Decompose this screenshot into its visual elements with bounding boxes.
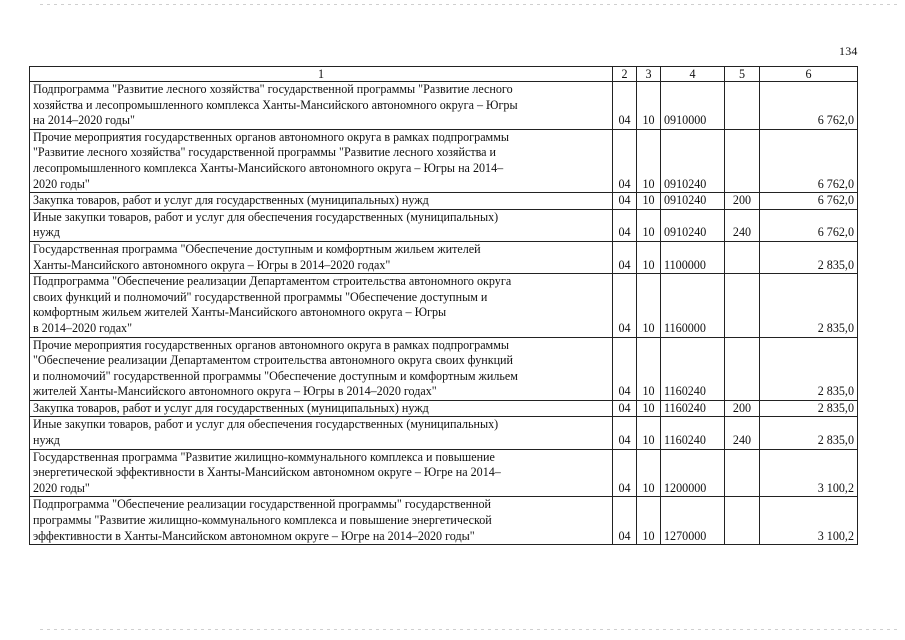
section-code: 04	[613, 337, 637, 400]
description-line: комфортным жильем жителей Ханты-Мансийского автономного округа – Югры	[33, 305, 447, 320]
expense-type-code	[725, 337, 760, 400]
expense-type-code: 240	[725, 209, 760, 241]
subsection-code: 10	[637, 274, 661, 337]
table-body	[30, 82, 858, 545]
description-line: нужд	[33, 433, 60, 448]
expense-type-code	[725, 449, 760, 497]
description-line: Прочие мероприятия государственных органов автономного округа в рамках подпрограммы	[33, 129, 509, 144]
table-row	[30, 274, 858, 337]
row-description	[30, 497, 613, 545]
header-col-5: 5	[725, 67, 760, 82]
table-row	[30, 129, 858, 192]
header-col-6: 6	[760, 67, 858, 82]
description-line: Закупка товаров, работ и услуг для государственных (муниципальных) нужд	[33, 400, 429, 415]
row-description	[30, 337, 613, 400]
subsection-code: 10	[637, 193, 661, 210]
description-line: Прочие мероприятия государственных органов автономного округа в рамках подпрограммы	[33, 337, 509, 352]
header-col-2: 2	[613, 67, 637, 82]
subsection-code: 10	[637, 209, 661, 241]
amount: 6 762,0	[760, 129, 858, 192]
description-line: программы "Развитие жилищно-коммунального комплекса и повышение энергетической	[33, 513, 492, 528]
amount: 2 835,0	[760, 417, 858, 449]
row-description	[30, 209, 613, 241]
amount: 3 100,2	[760, 497, 858, 545]
expense-type-code: 200	[725, 400, 760, 417]
table-row	[30, 400, 858, 417]
table-row	[30, 241, 858, 273]
description-line: 2020 годы"	[33, 176, 90, 191]
description-line: Подпрограмма "Развитие лесного хозяйства" государственной программы "Развитие лесного	[33, 82, 513, 96]
expense-type-code	[725, 129, 760, 192]
scan-artifact-top	[40, 4, 900, 5]
subsection-code: 10	[637, 400, 661, 417]
amount: 2 835,0	[760, 274, 858, 337]
target-article-code: 0910240	[661, 129, 725, 192]
expense-type-code: 200	[725, 193, 760, 210]
description-line: энергетической эффективности в Ханты-Мансийском автономном округе – Югре на 2014–	[33, 465, 501, 480]
target-article-code: 0910240	[661, 193, 725, 210]
description-line: Подпрограмма "Обеспечение реализации государственной программы" государственной	[33, 497, 492, 512]
subsection-code: 10	[637, 497, 661, 545]
subsection-code: 10	[637, 82, 661, 130]
row-description	[30, 274, 613, 337]
description-line: "Развитие лесного хозяйства" государственной программы "Развитие лесного хозяйства и	[33, 145, 497, 160]
row-description	[30, 82, 613, 130]
target-article-code: 1100000	[661, 241, 725, 273]
description-line: нужд	[33, 225, 60, 240]
subsection-code: 10	[637, 241, 661, 273]
row-description	[30, 449, 613, 497]
table-row	[30, 417, 858, 449]
section-code: 04	[613, 400, 637, 417]
section-code: 04	[613, 193, 637, 210]
table-row	[30, 82, 858, 130]
budget-table	[29, 66, 858, 545]
header-row	[30, 67, 858, 82]
row-description	[30, 417, 613, 449]
amount: 2 835,0	[760, 241, 858, 273]
row-description	[30, 129, 613, 192]
description-line: на 2014–2020 годы"	[33, 113, 135, 128]
table-row	[30, 497, 858, 545]
description-line: в 2014–2020 годах"	[33, 320, 133, 335]
amount: 6 762,0	[760, 193, 858, 210]
section-code: 04	[613, 241, 637, 273]
description-line: хозяйства и лесопромышленного комплекса Ханты-Мансийского автономного округа – Югры	[33, 97, 518, 112]
description-line: лесопромышленного комплекса Ханты-Мансийского автономного округа – Югры на 2014–	[33, 160, 504, 175]
amount: 6 762,0	[760, 209, 858, 241]
expense-type-code: 240	[725, 417, 760, 449]
section-code: 04	[613, 449, 637, 497]
expense-type-code	[725, 241, 760, 273]
description-line: и полномочий" государственной программы "Обеспечение доступным и комфортным жильем	[33, 368, 518, 383]
description-line: Государственная программа "Обеспечение доступным и комфортным жильем жителей	[33, 241, 481, 256]
expense-type-code	[725, 274, 760, 337]
description-line: 2020 годы"	[33, 480, 90, 495]
section-code: 04	[613, 209, 637, 241]
subsection-code: 10	[637, 337, 661, 400]
row-description	[30, 400, 613, 417]
section-code: 04	[613, 274, 637, 337]
description-line: Государственная программа "Развитие жилищно-коммунального комплекса и повышение	[33, 449, 495, 464]
table-row	[30, 193, 858, 210]
subsection-code: 10	[637, 449, 661, 497]
target-article-code: 1160240	[661, 417, 725, 449]
amount: 3 100,2	[760, 449, 858, 497]
target-article-code: 1270000	[661, 497, 725, 545]
target-article-code: 0910000	[661, 82, 725, 130]
page-number: 134	[839, 44, 858, 58]
target-article-code: 0910240	[661, 209, 725, 241]
description-line: эффективности в Ханты-Мансийском автономном округе – Югре на 2014–2020 годы"	[33, 528, 475, 543]
section-code: 04	[613, 417, 637, 449]
subsection-code: 10	[637, 417, 661, 449]
description-line: Закупка товаров, работ и услуг для государственных (муниципальных) нужд	[33, 193, 429, 208]
table-row	[30, 337, 858, 400]
section-code: 04	[613, 82, 637, 130]
header-col-4: 4	[661, 67, 725, 82]
target-article-code: 1160240	[661, 337, 725, 400]
description-line: "Обеспечение реализации Департаментом строительства автономного округа своих функций	[33, 353, 513, 368]
description-line: своих функций и полномочий" государственной программы "Обеспечение доступным и	[33, 289, 488, 304]
description-line: Подпрограмма "Обеспечение реализации Департаментом строительства автономного округа	[33, 274, 512, 289]
table-header	[30, 67, 858, 82]
header-col-1: 1	[30, 67, 613, 82]
amount: 2 835,0	[760, 400, 858, 417]
row-description	[30, 193, 613, 210]
description-line: Иные закупки товаров, работ и услуг для обеспечения государственных (муниципальных)	[33, 417, 499, 432]
amount: 2 835,0	[760, 337, 858, 400]
subsection-code: 10	[637, 129, 661, 192]
target-article-code: 1200000	[661, 449, 725, 497]
description-line: Иные закупки товаров, работ и услуг для обеспечения государственных (муниципальных)	[33, 209, 499, 224]
target-article-code: 1160240	[661, 400, 725, 417]
description-line: Ханты-Мансийского автономного округа – Югры в 2014–2020 годах"	[33, 257, 391, 272]
scan-artifact-bottom	[40, 629, 900, 630]
table-row	[30, 449, 858, 497]
table-row	[30, 209, 858, 241]
target-article-code: 1160000	[661, 274, 725, 337]
header-col-3: 3	[637, 67, 661, 82]
expense-type-code	[725, 82, 760, 130]
expense-type-code	[725, 497, 760, 545]
amount: 6 762,0	[760, 82, 858, 130]
section-code: 04	[613, 497, 637, 545]
description-line: жителей Ханты-Мансийского автономного округа – Югры в 2014–2020 годах"	[33, 384, 437, 399]
row-description	[30, 241, 613, 273]
section-code: 04	[613, 129, 637, 192]
